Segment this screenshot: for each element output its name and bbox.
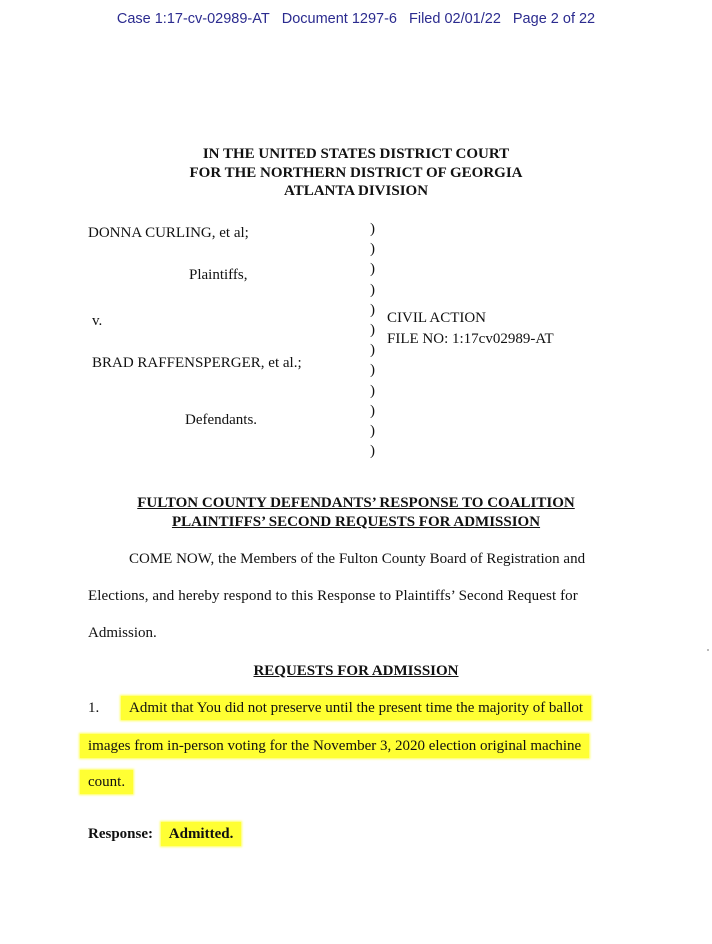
- scan-artifact: [707, 649, 709, 651]
- court-heading: [0, 145, 712, 201]
- filed-date: Filed 02/01/22: [408, 11, 501, 27]
- page-indicator: Page 2 of 22: [512, 11, 596, 27]
- highlighted-text: count.: [80, 770, 133, 794]
- plaintiff-name: DONNA CURLING, et al;: [88, 225, 249, 241]
- paren: ): [370, 261, 375, 278]
- paren: ): [370, 443, 375, 460]
- paren: ): [370, 301, 375, 318]
- intro-line-3: Admission.: [88, 625, 157, 641]
- civil-action-label: CIVIL ACTION: [387, 310, 487, 326]
- court-line-3: ATLANTA DIVISION: [283, 183, 429, 199]
- paren: ): [370, 402, 375, 419]
- paren: ): [370, 342, 375, 359]
- paren: ): [370, 362, 375, 379]
- case-number: Case 1:17-cv-02989-AT: [116, 11, 270, 27]
- court-line-2: FOR THE NORTHERN DISTRICT OF GEORGIA: [189, 164, 523, 181]
- paren: ): [370, 422, 375, 439]
- request-text-line-3: [80, 774, 133, 791]
- court-line-1: IN THE UNITED STATES DISTRICT COURT: [202, 146, 510, 162]
- intro-line-1: COME NOW, the Members of the Fulton County Board of Registration and: [129, 551, 586, 567]
- paren: ): [370, 382, 375, 399]
- response-label: Response:: [88, 826, 154, 842]
- ecf-header-stamp: [0, 11, 712, 27]
- document-title: [0, 494, 712, 532]
- response-value: Admitted.: [161, 822, 242, 846]
- request-text-line-1: [121, 700, 591, 717]
- defendant-role: Defendants.: [185, 412, 258, 428]
- file-number: FILE NO: 1:17cv02989-AT: [387, 331, 554, 347]
- caption-parenthesis-column: [370, 219, 375, 461]
- response-line: [88, 826, 241, 843]
- document-title-line-1: FULTON COUNTY DEFENDANTS’ RESPONSE TO COALITION: [137, 495, 575, 511]
- paren: ): [370, 241, 375, 258]
- plaintiff-role: Plaintiffs,: [189, 267, 248, 283]
- requests-heading: REQUESTS FOR ADMISSION: [253, 663, 459, 679]
- paren: ): [370, 281, 375, 298]
- document-title-line-2: PLAINTIFFS’ SECOND REQUESTS FOR ADMISSION: [171, 514, 541, 530]
- defendant-name: BRAD RAFFENSPERGER, et al.;: [92, 355, 302, 371]
- highlighted-text: Admit that You did not preserve until the present time the majority of ballot: [121, 696, 591, 720]
- document-number: Document 1297-6: [281, 11, 397, 27]
- paren: ): [370, 221, 375, 237]
- paren: ): [370, 321, 375, 338]
- intro-line-2: Elections, and hereby respond to this Response to Plaintiffs’ Second Request for: [88, 588, 578, 604]
- highlighted-text: images from in-person voting for the November 3, 2020 election original machine: [80, 734, 589, 758]
- request-text-line-2: [80, 738, 589, 755]
- request-number: 1.: [88, 700, 100, 716]
- versus: v.: [92, 313, 103, 329]
